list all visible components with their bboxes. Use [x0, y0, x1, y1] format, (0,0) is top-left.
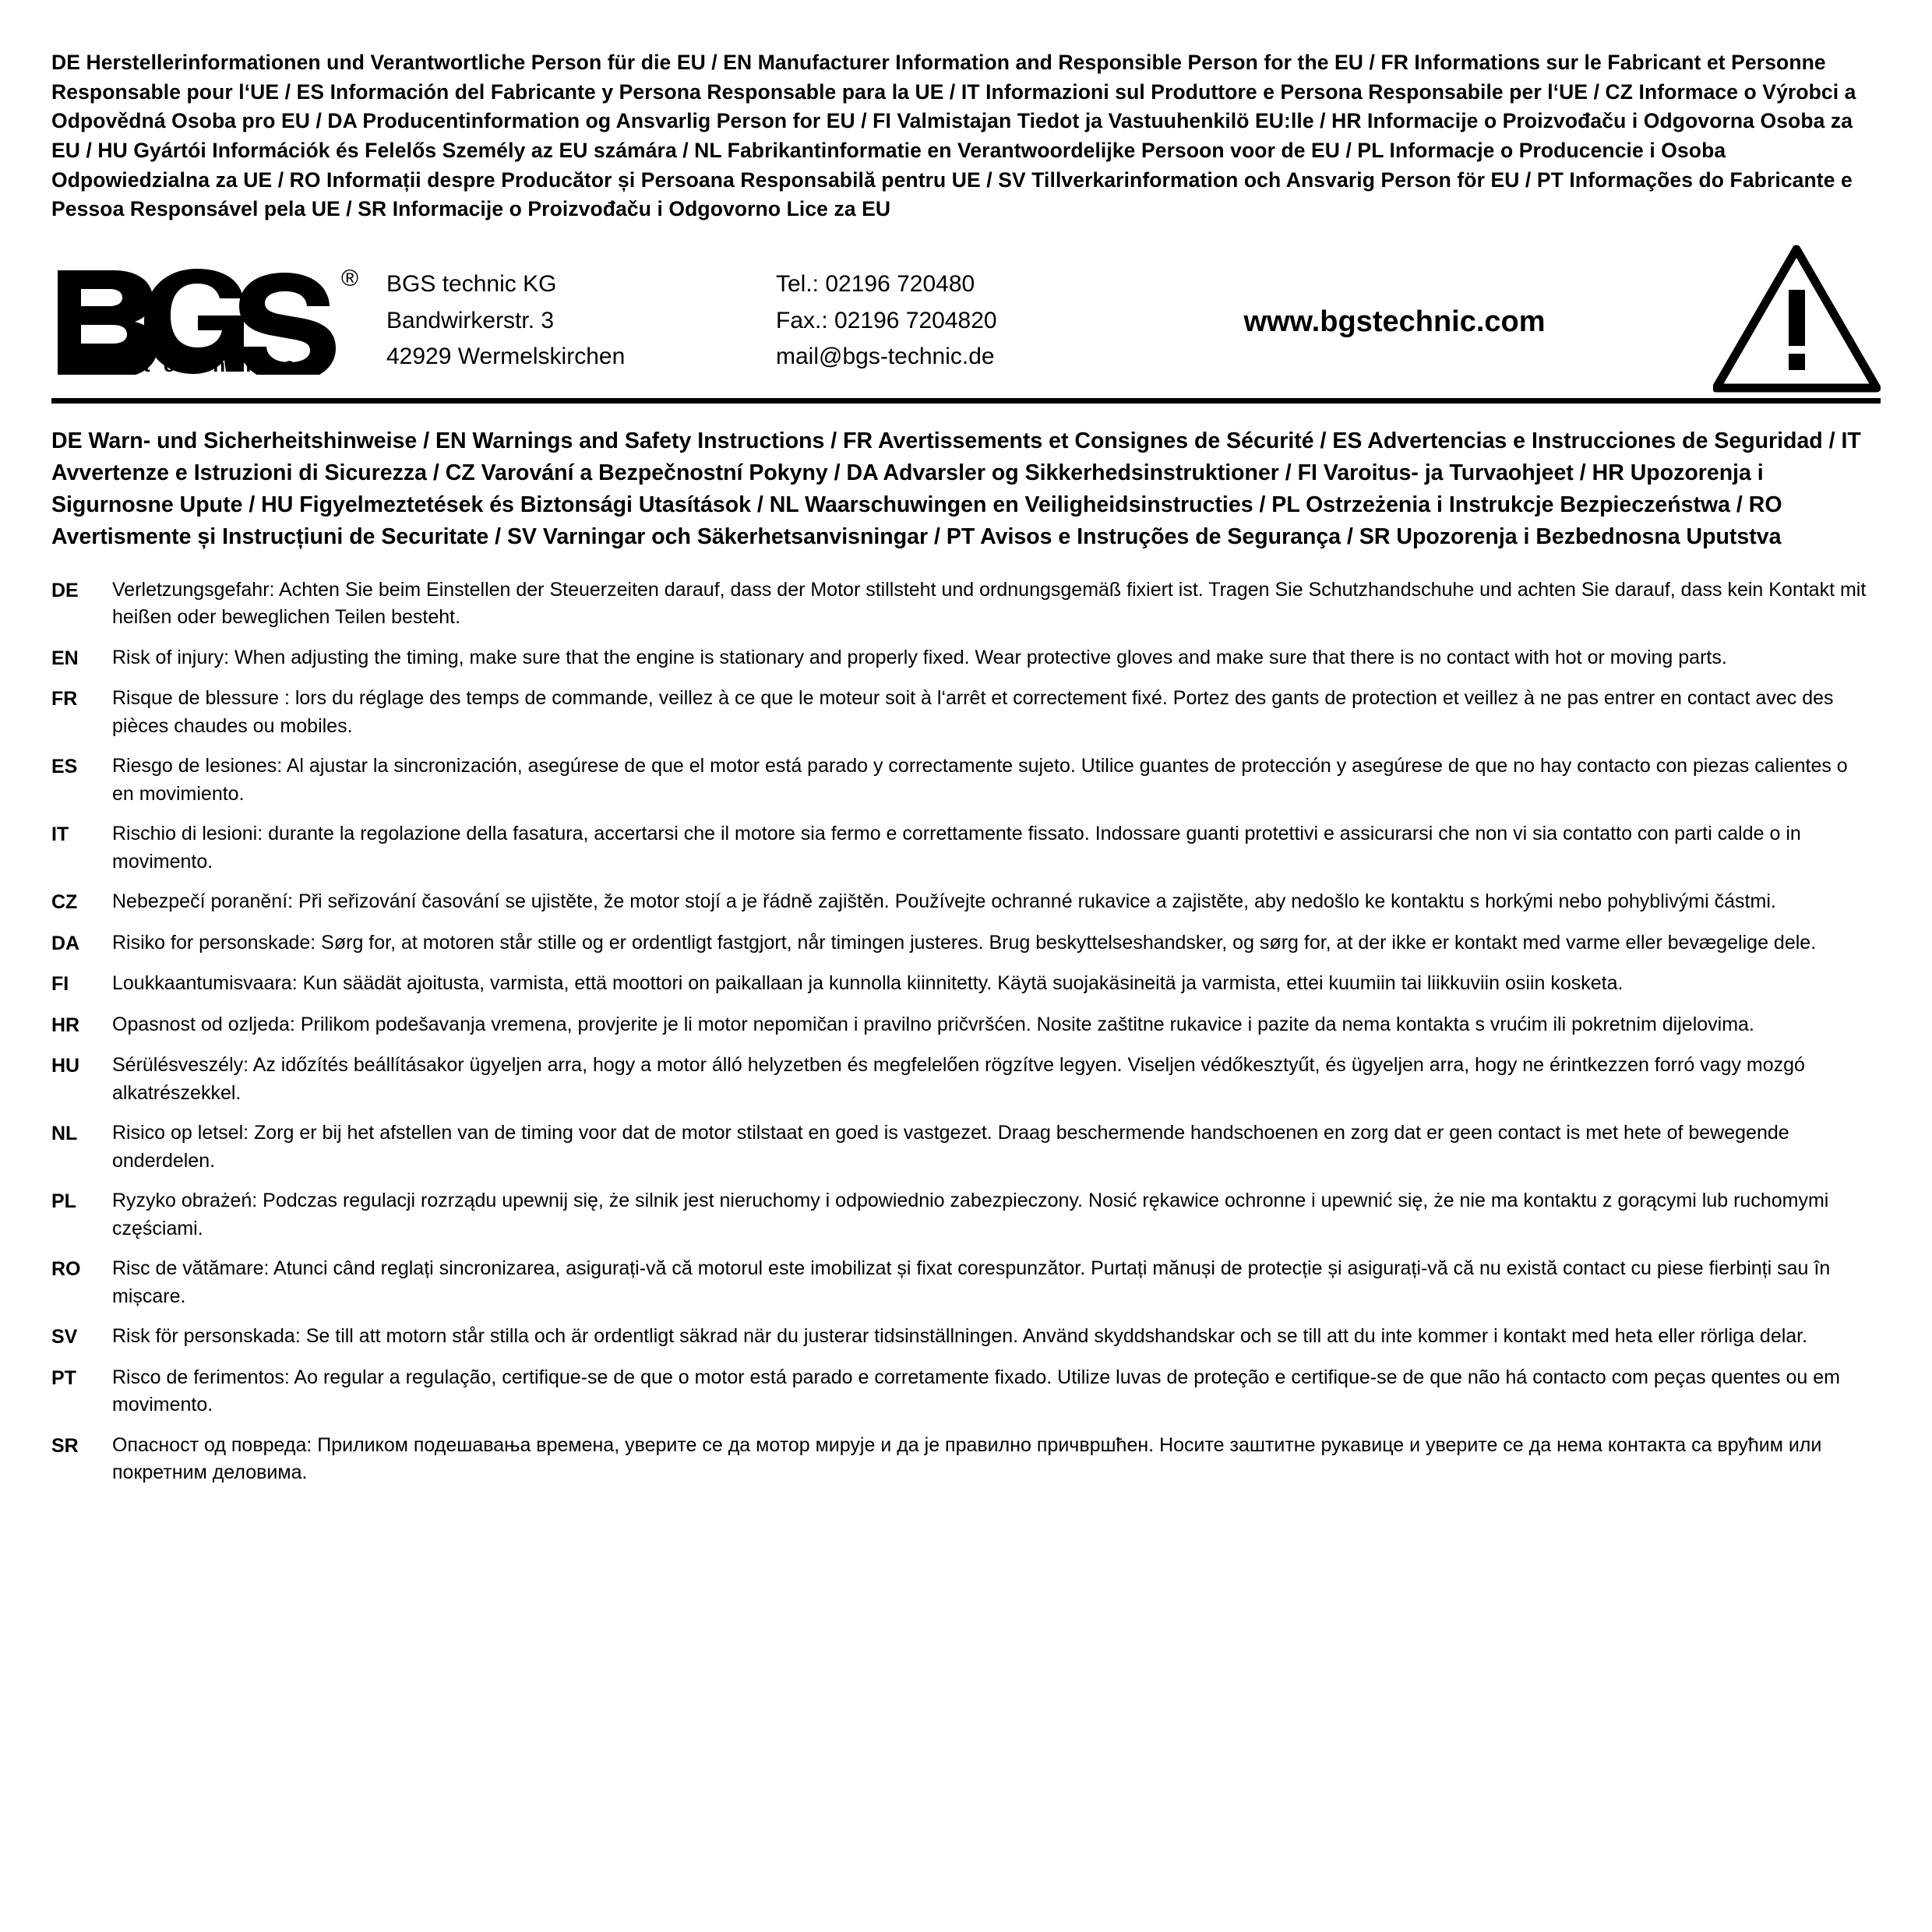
company-header-band	[51, 245, 1881, 404]
language-text: Opasnost od ozljeda: Prilikom podešavanja vremena, provjerite je li motor nepomičan i pravilno pričvršćen. Nosite zaštitne rukavice i pazite da nema kontakta s vrućim ili pokretnim dijelovima.	[112, 1013, 1754, 1035]
company-city: 42929 Wermelskirchen	[386, 344, 626, 369]
language-code: RO	[51, 1258, 81, 1281]
language-code: ES	[51, 756, 78, 778]
list-item	[51, 1187, 1881, 1243]
list-item	[51, 820, 1881, 876]
bgs-logo	[51, 263, 386, 375]
list-item	[51, 644, 1881, 673]
company-street: Bandwirkerstr. 3	[386, 307, 555, 333]
list-item	[51, 1432, 1881, 1487]
manufacturer-info-heading: DE Herstellerinformationen und Verantwortliche Person für die EU / EN Manufacturer Information and Responsible Person for the EU / FR Informations sur le Fabricant et Personne Responsable pour l‘UE / ES Información del Fabricante y Persona Responsable para la UE / IT Informazioni sul Produttore e Persona Responsabile per l‘UE / CZ Informace o Výrobci a Odpovědná Osoba pro EU / DA Producentinformation og Ansvarlig Person for EU / FI Valmistajan Tiedot ja Vastuuhenkilö EU:lle / HR Informacije o Proizvođaču i Odgovorna Osoba za EU / HU Gyártói Információk és Felelős Személy az EU számára / NL Fabrikantinformatie en Verantwoordelijke Persoon voor de EU / PL Informacje o Producencie i Osoba Odpowiedzialna za UE / RO Informații despre Producător și Persoana Responsabilă pentru UE / SV Tillverkarinformation och Ansvarig Person för EU / PT Informações do Fabricante e Pessoa Responsável pela UE / SR Informacije o Proizvođaču i Odgovorno Lice za EU	[51, 51, 1856, 221]
language-code: FR	[51, 688, 78, 710]
language-text: Loukkaantumisvaara: Kun säädät ajoitusta, varmista, että moottori on paikallaan ja kunnolla kiinnitetty. Käytä suojakäsineitä ja varmista, ettei kuumiin tai liikkuviin osiin kosketa.	[112, 972, 1624, 995]
language-code: HU	[51, 1055, 80, 1077]
language-code: DA	[51, 932, 80, 954]
language-code: CZ	[51, 891, 78, 914]
svg-text:®: ®	[341, 265, 359, 291]
warning-triangle-glyph	[1713, 245, 1881, 393]
company-contact	[776, 262, 1103, 375]
language-text: Nebezpečí poranění: Při seřizování časování se ujistěte, že motor stojí a je řádně zajištěn. Používejte ochranné rukavice a zajistěte, aby nedošlo ke kontaktu s horkými nebo pohyblivými částmi.	[112, 890, 1776, 913]
language-text: Rischio di lesioni: durante la regolazione della fasatura, accertarsi che il motore sia fermo e correttamente fissato. Indossare guanti protettivi e assicurarsi che non vi sia contatto con parti calde o in movimento.	[112, 823, 1801, 873]
language-code: IT	[51, 823, 69, 846]
company-mail: mail@bgs-technic.de	[776, 344, 995, 369]
list-item	[51, 888, 1881, 917]
language-code: NL	[51, 1123, 78, 1145]
language-text: Risk of injury: When adjusting the timing, make sure that the engine is stationary and properly fixed. Wear protective gloves and make sure that there is no contact with hot or moving parts.	[112, 646, 1727, 668]
list-item	[51, 1255, 1881, 1310]
company-address	[386, 262, 776, 375]
language-text: Risico op letsel: Zorg er bij het afstellen van de timing voor dat de motor stilstaat en goed is vastgezet. Draag beschermende handschoenen en zorg dat er geen contact is met hete of bewegende onderdelen.	[112, 1122, 1789, 1172]
warning-triangle-icon	[1686, 245, 1881, 393]
list-item	[51, 1052, 1881, 1107]
warnings-safety-heading: DE Warn- und Sicherheitshinweise / EN Warnings and Safety Instructions / FR Avertissements et Consignes de Sécurité / ES Advertencias e Instrucciones de Seguridad / IT Avvertenze e Istruzioni di Sicurezza / CZ Varování a Bezpečnostní Pokyny / DA Advarsler og Sikkerhedsinstruktioner / FI Varoitus- ja Turvaohjeet / HR Upozorenja i Sigurnosne Upute / HU Figyelmeztetések és Biztonsági Utasítások / NL Waarschuwingen en Veiligheidsinstructies / PL Ostrzeżenia i Instrukcje Bezpieczeństwa / RO Avertismente și Instrucțiuni de Securitate / SV Varningar och Säkerhetsanvisningar / PT Avisos e Instruções de Segurança / SR Upozorenja i Bezbednosna Uputstva	[51, 428, 1861, 549]
list-item	[51, 576, 1881, 632]
language-code: EN	[51, 647, 79, 669]
svg-text:t e c h n i c: t e c h n i c	[143, 352, 299, 375]
language-warnings-list	[51, 576, 1881, 1487]
company-name: BGS technic KG	[386, 271, 557, 297]
company-fax: Fax.: 02196 7204820	[776, 307, 997, 333]
language-text: Risco de ferimentos: Ao regular a regulação, certifique-se de que o motor está parado e corretamente fixado. Utilize luvas de proteção e certifique-se de que não há contacto com peças quentes ou em movimento.	[112, 1366, 1840, 1416]
language-text: Riesgo de lesiones: Al ajustar la sincronización, asegúrese de que el motor está parado y correctamente sujeto. Utilice guantes de protección y asegúrese de que no hay contacto con piezas calientes o en movimiento.	[112, 755, 1848, 805]
language-text: Verletzungsgefahr: Achten Sie beim Einstellen der Steuerzeiten darauf, dass der Motor stillsteht und ordnungsgemäß fixiert ist. Tragen Sie Schutzhandschuhe und achten Sie darauf, dass kein Kontakt mit heißen oder beweglichen Teilen besteht.	[112, 578, 1867, 629]
company-website: www.bgstechnic.com	[1243, 305, 1546, 339]
language-code: DE	[51, 579, 79, 601]
language-code: PL	[51, 1190, 76, 1213]
bgs-logo-icon	[51, 266, 363, 375]
language-text: Risque de blessure : lors du réglage des temps de commande, veillez à ce que le moteur soit à l‘arrêt et correctement fixé. Portez des gants de protection et veillez à ne pas entrer en contact avec des pièces chaudes ou mobiles.	[112, 687, 1834, 737]
language-code: SV	[51, 1326, 78, 1349]
list-item	[51, 1011, 1881, 1040]
language-text: Опасност од повреда: Приликом подешавања времена, уверите се да мотор мирује и да је правилно причвршћен. Носите заштитне рукавице и уверите се да нема контакта са врућим или покретним деловима.	[112, 1433, 1822, 1484]
language-text: Risk för personskada: Se till att motorn står stilla och är ordentligt säkrad när du justerar tidsinställningen. Använd skyddshandskar och se till att du inte kommer i kontakt med heta eller rörliga delar.	[112, 1325, 1808, 1348]
language-text: Sérülésveszély: Az időzítés beállításakor ügyeljen arra, hogy a motor álló helyzetben és megfelelően rögzítve legyen. Viseljen védőkesztyűt, és ügyeljen arra, hogy ne érintkezzen forró vagy mozgó alkatrészekkel.	[112, 1054, 1805, 1104]
language-code: HR	[51, 1014, 80, 1036]
list-item	[51, 753, 1881, 808]
language-text: Risiko for personskade: Sørg for, at motoren står stille og er ordentligt fastgjort, når timingen justeres. Brug beskyttelseshandsker, og sørg for, at der ikke er kontakt med varme eller bevægelige dele.	[112, 931, 1817, 954]
language-code: PT	[51, 1366, 76, 1389]
list-item	[51, 1119, 1881, 1175]
list-item	[51, 685, 1881, 740]
list-item	[51, 970, 1881, 999]
language-code: SR	[51, 1434, 79, 1457]
list-item	[51, 929, 1881, 958]
language-text: Ryzyko obrażeń: Podczas regulacji rozrządu upewnij się, że silnik jest nieruchomy i odpowiednio zabezpieczony. Nosić rękawice ochronne i upewnić się, że nie ma kontaktu z gorącymi lub ruchomymi częściami.	[112, 1190, 1829, 1239]
list-item	[51, 1364, 1881, 1419]
company-tel: Tel.: 02196 720480	[776, 271, 975, 297]
language-code: FI	[51, 973, 69, 996]
list-item	[51, 1323, 1881, 1352]
language-text: Risc de vătămare: Atunci când reglați sincronizarea, asigurați-vă că motorul este imobilizat și fixat corespunzător. Purtați mănuși de protecție și asigurați-vă că nu există contact cu piese fierbinți sau în mișcare.	[112, 1257, 1831, 1307]
